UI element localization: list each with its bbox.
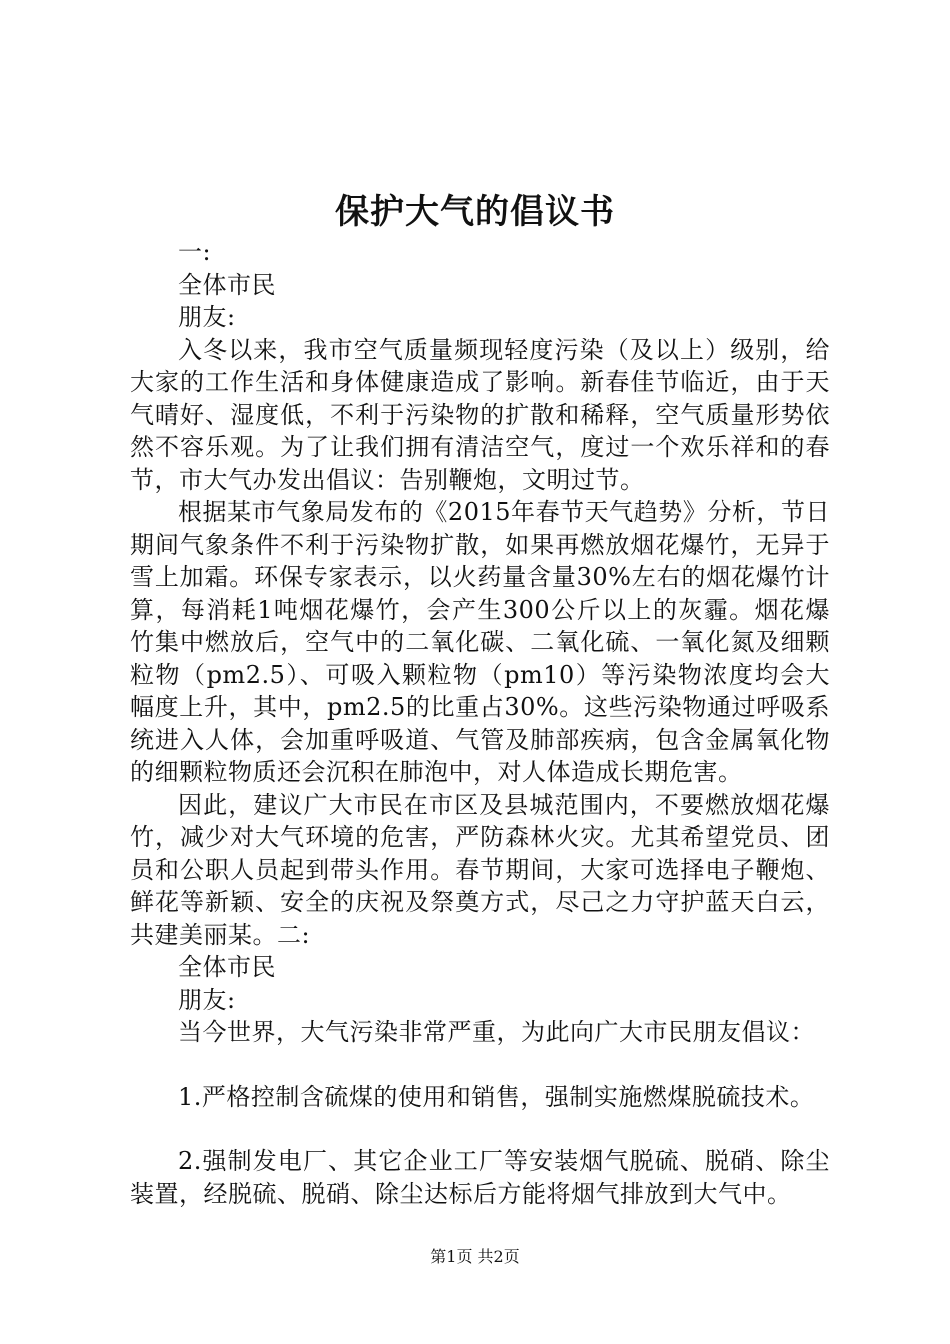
salutation-line: 全体市民 — [178, 270, 276, 299]
body-paragraph: 根据某市气象局发布的《2015年春节天气趋势》分析，节日期间气象条件不利于污染物扩散，如果再燃放烟花爆竹，无异于雪上加霜。环保专家表示，以火药量含量30%左右的烟花爆竹计算，每消耗1吨烟花爆竹，会产生300公斤以上的灰霾。烟花爆竹集中燃放后，空气中的二氧化碳、二氧化硫、一氧化氮及细颗粒物（pm2.5）、可吸入颗粒物（pm10）等污染物浓度均会大幅度上升，其中，pm2.5的比重占30%。这些污染物通过呼吸系统进入人体，会加重呼吸道、气管及肺部疾病，包含金属氧化物的细颗粒物质还会沉积在肺泡中，对人体造成长期危害。 — [130, 498, 830, 786]
document-body — [130, 236, 830, 1210]
salutation-line: 朋友: — [178, 303, 236, 331]
salutation-line: 全体市民 — [178, 953, 276, 981]
document-title: 保护大气的倡议书 — [335, 192, 615, 232]
body-paragraph: 入冬以来，我市空气质量频现轻度污染（及以上）级别，给大家的工作生活和身体健康造成了影响。新春佳节临近，由于天气晴好、湿度低，不利于污染物的扩散和稀释，空气质量形势依然不容乐观。为了让我们拥有清洁空气，度过一个欢乐祥和的春节，市大气办发出倡议：告别鞭炮，文明过节。 — [130, 335, 830, 494]
salutation-line: 朋友: — [178, 985, 236, 1014]
page-footer: 第1页 共2页 — [430, 1247, 520, 1266]
body-paragraph: 因此，建议广大市民在市区及县城范围内，不要燃放烟花爆竹，减少对大气环境的危害，严防森林火灾。尤其希望党员、团员和公职人员起到带头作用。春节期间，大家可选择电子鞭炮、鲜花等新颖、安全的庆祝及祭奠方式，尽己之力守护蓝天白云，共建美丽某。二: — [130, 790, 830, 949]
body-paragraph: 当今世界，大气污染非常严重，为此向广大市民朋友倡议： — [178, 1018, 815, 1046]
list-item: 2.强制发电厂、其它企业工厂等安装烟气脱硫、脱硝、除尘装置，经脱硫、脱硝、除尘达标后方能将烟气排放到大气中。 — [130, 1147, 830, 1208]
section-heading-one: 一: — [178, 238, 212, 266]
list-item: 1.严格控制含硫煤的使用和销售，强制实施燃煤脱硫技术。 — [178, 1082, 815, 1111]
